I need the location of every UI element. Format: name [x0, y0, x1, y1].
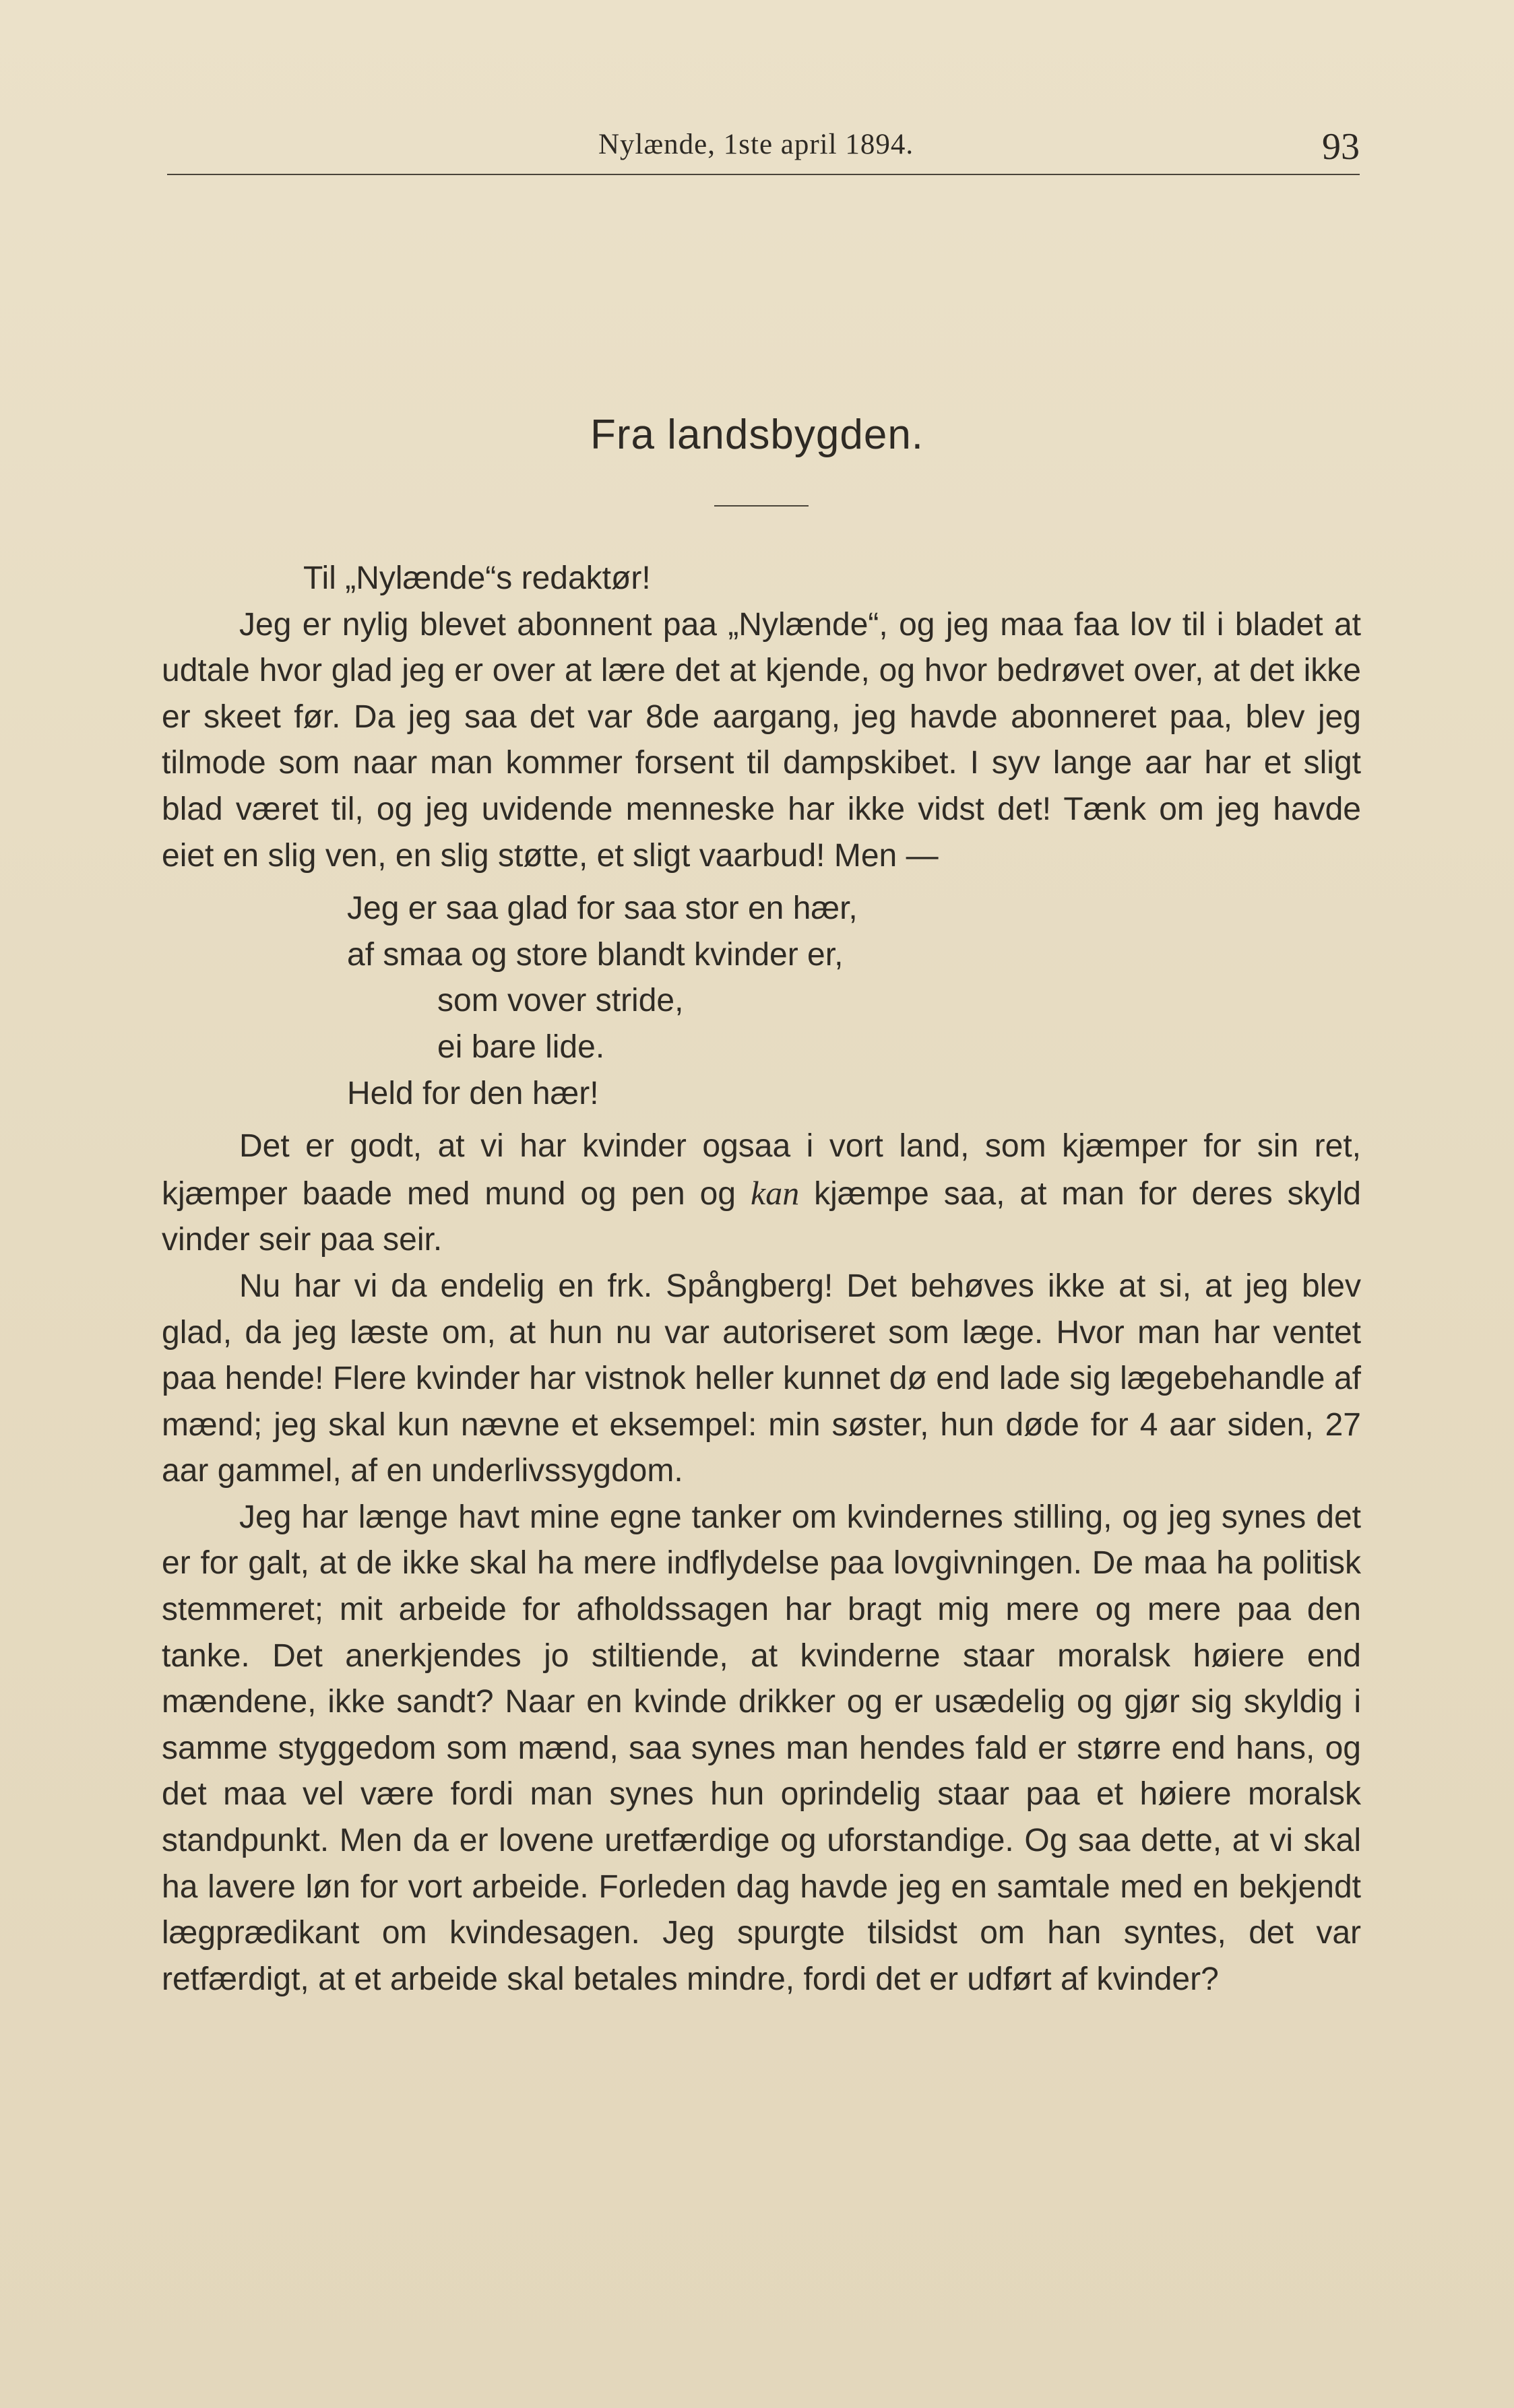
- article-body: [162, 556, 1361, 2003]
- salutation: Til „Nylænde“s redaktør!: [303, 560, 651, 596]
- paragraph-1: Jeg er nylig blevet abonnent paa „Nylænde“, og jeg maa faa lov til i bladet at udtale hvor glad jeg er over at lære det at kjende, og hvor bedrøvet over, at det ikke er skeet før. Da jeg saa det var 8de aargang, jeg havde abonneret paa, blev jeg tilmode som naar man kommer forsent til dampskibet. I syv lange aar har et sligt blad været til, og jeg uvidende menneske har ikke vidst det! Tænk om jeg havde eiet en slig ven, en slig støtte, et sligt vaarbud! Men —: [162, 606, 1361, 874]
- poem-line: som vover stride,: [437, 983, 684, 1019]
- poem-line: Held for den hær!: [347, 1075, 599, 1111]
- paragraph-2: [162, 1124, 1361, 1264]
- article-title: Fra landsbygden.: [590, 412, 924, 458]
- emphasized-word: kan: [751, 1173, 800, 1212]
- paragraph-2-text-b: kjæmpe saa, at man for deres skyld vinder seir paa seir.: [162, 1175, 1362, 1258]
- running-header: [167, 120, 1360, 175]
- poem-line: Jeg er saa glad for saa stor en hær,: [347, 890, 858, 927]
- poem-line: ei bare lide.: [437, 1029, 605, 1065]
- poem: [347, 886, 1361, 1117]
- poem-line: af smaa og store blandt kvinder er,: [347, 936, 844, 973]
- paragraph-3: Nu har vi da endelig en frk. Spångberg! Det behøves ikke at si, at jeg blev glad, da jeg læste om, at hun nu var autoriseret som læge. Hvor man har ventet paa hende! Flere kvinder har vistnok heller kunnet dø end lade sig lægebehandle af mænd; jeg skal kun nævne et eksempel: min søster, hun døde for 4 aar siden, 27 aar gammel, af en underlivssygdom.: [162, 1268, 1361, 1489]
- paragraph-2-text-a: Det er godt, at vi har kvinder ogsaa i vort land, som kjæmper for sin ret, kjæmper baade med mund og pen og: [162, 1128, 1361, 1212]
- running-title: Nylænde, 1ste april 1894.: [598, 129, 914, 160]
- title-divider: [714, 505, 809, 507]
- page-number: 93: [1322, 126, 1360, 168]
- paragraph-4: Jeg har længe havt mine egne tanker om kvindernes stilling, og jeg synes det er for galt, at de ikke skal ha mere indflydelse paa lovgivningen. De maa ha politisk stemmeret; mit arbeide for afholdssagen har bragt mig mere og mere paa den tanke. Det anerkjendes jo stiltiende, at kvinderne staar moralsk høiere end mændene, ikke sandt? Naar en kvinde drikker og er usædelig og gjør sig skyldig i samme styggedom som mænd, saa synes man hendes fald er større end hans, og det maa vel være fordi man synes hun oprindelig staar paa et høiere moralsk standpunkt. Men da er lovene uretfærdige og uforstandige. Og saa dette, at vi skal ha lavere løn for vort arbeide. Forleden dag havde jeg en samtale med en bekjendt lægprædikant om kvindesagen. Jeg spurgte tilsidst om han syntes, det var retfærdigt, at et arbeide skal betales mindre, fordi det er udført af kvinder?: [162, 1499, 1361, 1997]
